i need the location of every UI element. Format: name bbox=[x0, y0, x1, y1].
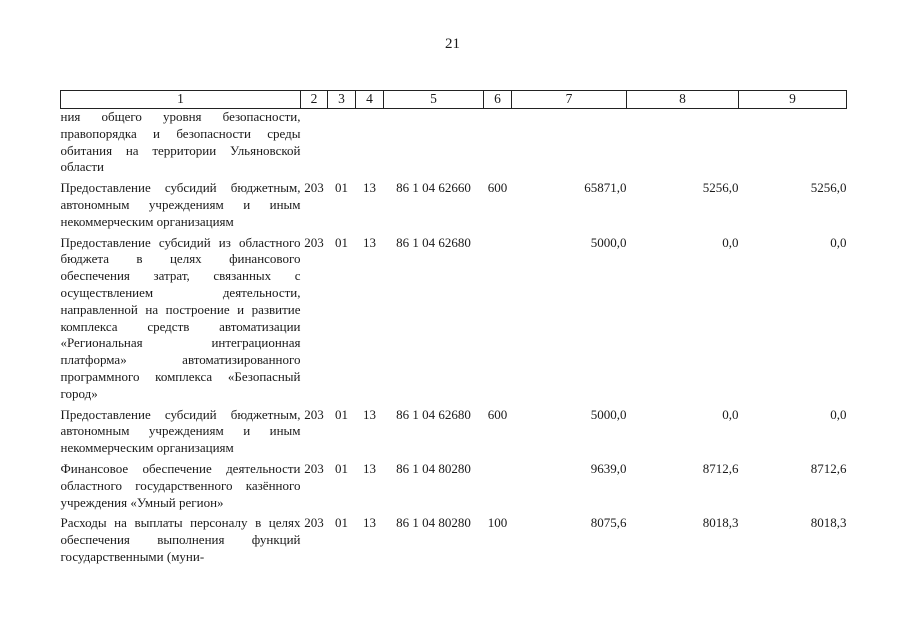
table-row bbox=[61, 235, 847, 403]
amount-col-7: 65871,0 bbox=[584, 180, 627, 196]
amount-col-7: 5000,0 bbox=[590, 406, 627, 422]
amount-col-9: 8712,6 bbox=[810, 460, 847, 476]
subsection-code: 13 bbox=[363, 515, 376, 531]
header-col-2: 2 bbox=[301, 91, 328, 109]
amount-col-8: 8712,6 bbox=[702, 460, 739, 476]
row-description: Расходы на выплаты персоналу в целях обеспечения выполнения функций государственными (муни- bbox=[60, 515, 301, 564]
target-article-code: 86 1 04 80280 bbox=[396, 515, 471, 531]
table-row bbox=[61, 109, 847, 177]
section-code: 01 bbox=[335, 180, 348, 196]
header-col-5: 5 bbox=[384, 91, 484, 109]
amount-col-7 bbox=[512, 109, 627, 177]
amount-col-9 bbox=[739, 109, 847, 177]
ministry-code: 203 bbox=[304, 406, 324, 422]
ministry-code: 203 bbox=[304, 180, 324, 196]
row-description: Предоставление субсидий бюджетным, автономным учреждениям и иным некоммерческим организациям bbox=[60, 180, 301, 229]
amount-col-8 bbox=[627, 109, 739, 177]
table-header-row bbox=[61, 91, 847, 109]
table-row bbox=[61, 515, 847, 565]
header-col-9: 9 bbox=[739, 91, 847, 109]
row-description: Предоставление субсидий из областного бюджета в целях финансового обеспечения затрат, связанных с осуществлением деятельности, направленной на построение и развитие комплекса средств автоматизации «Региональная интеграционная платформа» автоматизированного программного комплекса «Безопасный город» bbox=[60, 234, 301, 401]
expense-type-code bbox=[484, 109, 512, 177]
header-col-4: 4 bbox=[356, 91, 384, 109]
section-code: 01 bbox=[335, 460, 348, 476]
page-number: 21 bbox=[445, 36, 460, 52]
table-row bbox=[61, 180, 847, 230]
amount-col-9: 0,0 bbox=[830, 406, 847, 422]
target-article-code: 86 1 04 62660 bbox=[396, 180, 471, 196]
subsection-code bbox=[356, 109, 384, 177]
amount-col-8: 8018,3 bbox=[702, 515, 739, 531]
section-code: 01 bbox=[335, 515, 348, 531]
expense-type-code: 100 bbox=[487, 515, 508, 531]
subsection-code: 13 bbox=[363, 406, 376, 422]
ministry-code: 203 bbox=[304, 460, 324, 476]
target-article-code: 86 1 04 80280 bbox=[396, 460, 471, 476]
table-row bbox=[61, 461, 847, 511]
row-description: ния общего уровня безопасности, правопорядка и безопасности среды обитания на территории Ульяновской области bbox=[60, 109, 301, 175]
target-article-code: 86 1 04 62680 bbox=[396, 234, 471, 250]
amount-col-7: 5000,0 bbox=[590, 234, 627, 250]
header-col-8: 8 bbox=[627, 91, 739, 109]
expense-type-code: 600 bbox=[487, 180, 508, 196]
row-description: Финансовое обеспечение деятельности областного государственного казённого учреждения «Умный регион» bbox=[60, 460, 301, 510]
subsection-code: 13 bbox=[363, 180, 376, 196]
budget-table bbox=[60, 90, 847, 566]
section-code bbox=[328, 109, 356, 177]
target-article-code bbox=[384, 109, 484, 177]
target-article-code: 86 1 04 62680 bbox=[396, 406, 471, 422]
amount-col-8: 0,0 bbox=[722, 406, 739, 422]
amount-col-9: 8018,3 bbox=[810, 515, 847, 531]
expense-type-code bbox=[484, 461, 512, 511]
table-row bbox=[61, 407, 847, 457]
expense-type-code bbox=[484, 235, 512, 403]
section-code: 01 bbox=[335, 406, 348, 422]
ministry-code bbox=[301, 109, 328, 177]
header-col-1: 1 bbox=[61, 91, 301, 109]
amount-col-7: 8075,6 bbox=[590, 515, 627, 531]
header-col-3: 3 bbox=[328, 91, 356, 109]
row-description: Предоставление субсидий бюджетным, автономным учреждениям и иным некоммерческим организациям bbox=[60, 406, 301, 456]
amount-col-8: 0,0 bbox=[722, 234, 739, 250]
section-code: 01 bbox=[335, 234, 348, 250]
expense-type-code: 600 bbox=[487, 406, 508, 422]
amount-col-7: 9639,0 bbox=[590, 460, 627, 476]
amount-col-9: 0,0 bbox=[830, 234, 847, 250]
ministry-code: 203 bbox=[304, 515, 324, 531]
header-col-6: 6 bbox=[484, 91, 512, 109]
subsection-code: 13 bbox=[363, 460, 376, 476]
subsection-code: 13 bbox=[363, 234, 376, 250]
header-col-7: 7 bbox=[512, 91, 627, 109]
amount-col-8: 5256,0 bbox=[702, 180, 739, 196]
ministry-code: 203 bbox=[304, 234, 324, 250]
amount-col-9: 5256,0 bbox=[810, 180, 847, 196]
